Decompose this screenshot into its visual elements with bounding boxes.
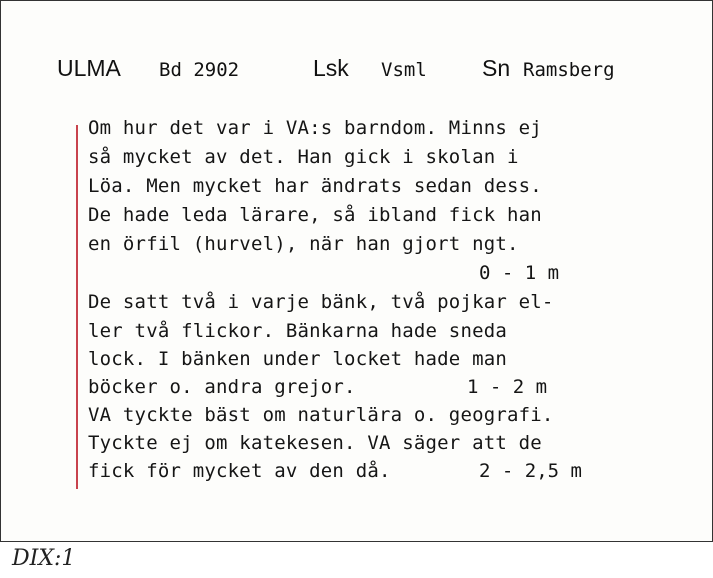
- header-name: ULMA: [57, 55, 121, 81]
- body-line: Löa. Men mycket har ändrats sedan dess.: [88, 175, 542, 197]
- body-line: Tyckte ej om katekesen. VA säger att de: [88, 432, 542, 454]
- body-line: så mycket av det. Han gick i skolan i: [88, 146, 519, 168]
- body-line: ler två flickor. Bänkarna hade sneda: [88, 320, 508, 342]
- header-sn-label: Sn: [482, 55, 511, 81]
- header-lsk-value: Vsml: [381, 59, 427, 81]
- range-note: 1 - 2 m: [467, 376, 548, 398]
- body-line: De hade leda lärare, så ibland fick han: [88, 204, 542, 226]
- body-line: fick för mycket av den då.: [88, 460, 391, 482]
- body-line: en örfil (hurvel), när han gjort ngt.: [88, 233, 519, 255]
- handwritten-signum: DIX:1: [12, 546, 76, 571]
- body-line: De satt två i varje bänk, två pojkar el-: [88, 291, 554, 313]
- margin-rule: [76, 125, 78, 489]
- body-line: böcker o. andra grejor.: [88, 376, 356, 398]
- range-note: 2 - 2,5 m: [479, 460, 582, 482]
- header-sn-value: Ramsberg: [523, 59, 615, 81]
- body-line: Om hur det var i VA:s barndom. Minns ej: [88, 117, 542, 139]
- body-line: VA tyckte bäst om naturlära o. geografi.: [88, 404, 554, 426]
- header-lsk-label: Lsk: [313, 55, 349, 81]
- header-code: Bd 2902: [159, 59, 240, 81]
- range-note: 0 - 1 m: [479, 262, 560, 284]
- body-line: lock. I bänken under locket hade man: [88, 348, 508, 370]
